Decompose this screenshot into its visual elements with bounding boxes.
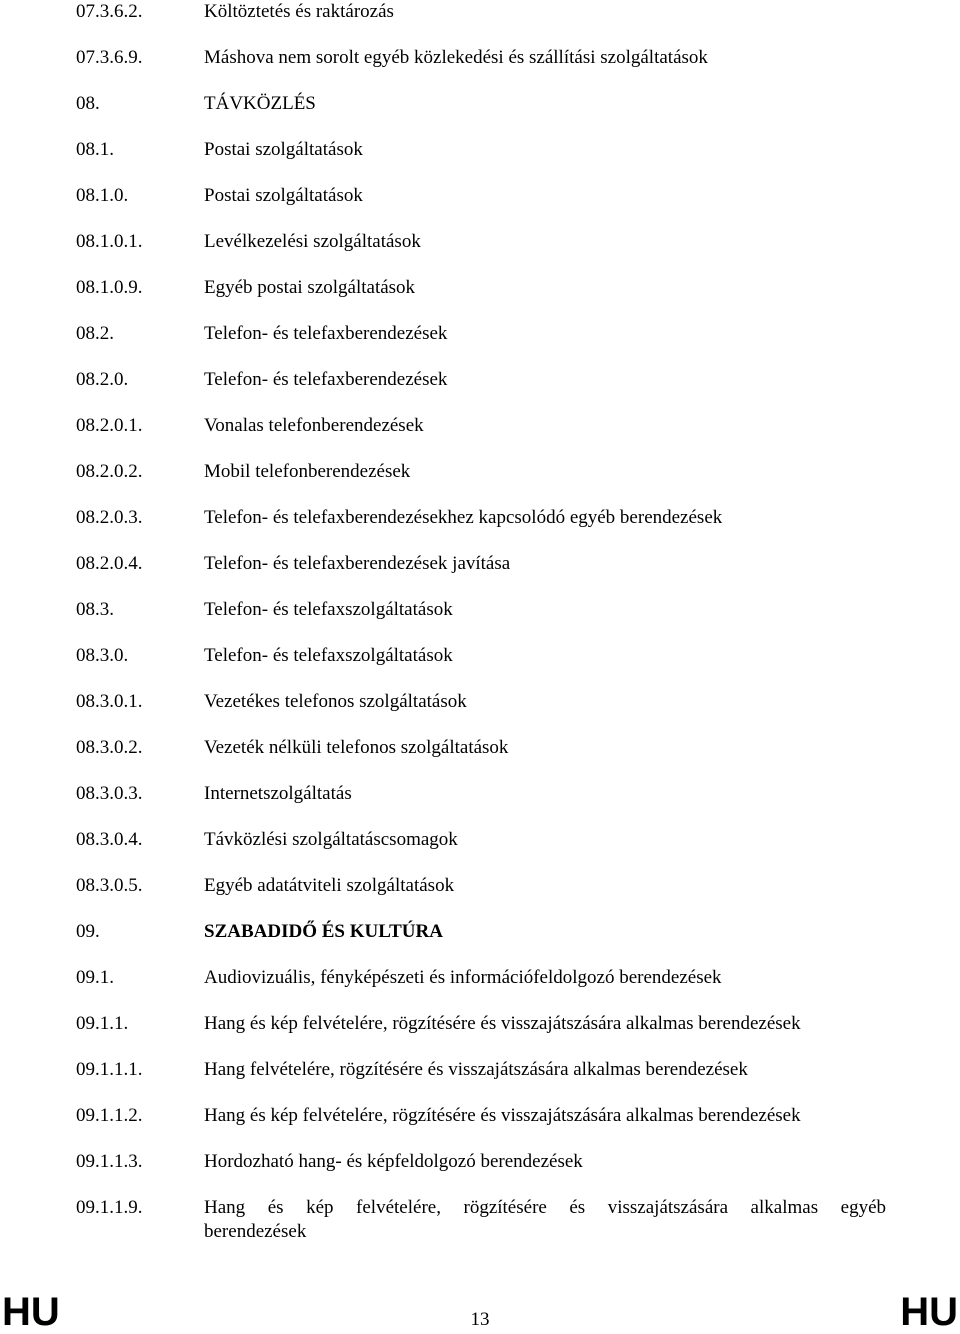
item-code: 09.1.1.1.	[76, 1059, 143, 1080]
footer-country-code-right: HU	[900, 1290, 958, 1334]
footer-country-code-left: HU	[2, 1290, 60, 1334]
item-description-line-2: berendezések	[204, 1221, 307, 1242]
item-code: 08.1.0.1.	[76, 231, 143, 252]
item-code: 08.3.0.	[76, 645, 129, 666]
item-code: 09.	[76, 921, 100, 942]
item-description: Költöztetés és raktározás	[204, 1, 394, 22]
item-code: 08.1.0.	[76, 185, 129, 206]
item-description: Postai szolgáltatások	[204, 185, 363, 206]
item-description: Hang és kép felvételére, rögzítésére és visszajátszására alkalmas berendezések	[204, 1105, 801, 1126]
item-code: 08.2.0.	[76, 369, 129, 390]
item-code: 08.2.0.4.	[76, 553, 143, 574]
item-code: 08.3.0.3.	[76, 783, 143, 804]
item-code: 09.1.1.2.	[76, 1105, 143, 1126]
item-description: SZABADIDŐ ÉS KULTÚRA	[204, 921, 443, 942]
item-description: Audiovizuális, fényképészeti és információfeldolgozó berendezések	[204, 967, 722, 988]
item-description: Vezetékes telefonos szolgáltatások	[204, 691, 467, 712]
item-code: 08.1.0.9.	[76, 277, 143, 298]
item-code: 07.3.6.2.	[76, 1, 143, 22]
item-description: Máshova nem sorolt egyéb közlekedési és szállítási szolgáltatások	[204, 47, 708, 68]
item-code: 09.1.1.3.	[76, 1151, 143, 1172]
item-description: Internetszolgáltatás	[204, 783, 352, 804]
item-code: 08.3.0.1.	[76, 691, 143, 712]
page-number: 13	[470, 1309, 490, 1330]
item-description: Vezeték nélküli telefonos szolgáltatások	[204, 737, 509, 758]
item-code: 08.2.0.2.	[76, 461, 143, 482]
item-code: 08.2.0.3.	[76, 507, 143, 528]
item-code: 08.3.0.4.	[76, 829, 143, 850]
item-description: Vonalas telefonberendezések	[204, 415, 424, 436]
item-description: Telefon- és telefaxszolgáltatások	[204, 599, 453, 620]
item-code: 08.3.0.5.	[76, 875, 143, 896]
item-code: 08.2.0.1.	[76, 415, 143, 436]
item-description: Postai szolgáltatások	[204, 139, 363, 160]
item-description: Hang felvételére, rögzítésére és visszajátszására alkalmas berendezések	[204, 1059, 748, 1080]
item-description: Telefon- és telefaxberendezések	[204, 369, 448, 390]
item-code: 09.1.	[76, 967, 114, 988]
item-code: 08.3.	[76, 599, 114, 620]
item-description: Telefon- és telefaxberendezések javítása	[204, 553, 511, 574]
item-description: Mobil telefonberendezések	[204, 461, 411, 482]
item-description: Távközlési szolgáltatáscsomagok	[204, 829, 458, 850]
item-description	[204, 1196, 886, 1244]
item-description: Egyéb postai szolgáltatások	[204, 277, 416, 298]
item-description: Telefon- és telefaxberendezések	[204, 323, 448, 344]
item-code: 07.3.6.9.	[76, 47, 143, 68]
item-description: Levélkezelési szolgáltatások	[204, 231, 421, 252]
item-description: TÁVKÖZLÉS	[204, 93, 316, 114]
item-code: 08.1.	[76, 139, 114, 160]
item-code: 08.2.	[76, 323, 114, 344]
item-description: Telefon- és telefaxszolgáltatások	[204, 645, 453, 666]
item-code: 09.1.1.	[76, 1013, 129, 1034]
item-description: Egyéb adatátviteli szolgáltatások	[204, 875, 455, 896]
item-description: Hang és kép felvételére, rögzítésére és visszajátszására alkalmas berendezések	[204, 1013, 801, 1034]
item-code: 08.	[76, 93, 100, 114]
item-description-line-1: Hang és kép felvételére, rögzítésére és visszajátszására alkalmas egyéb	[204, 1197, 886, 1218]
item-code: 09.1.1.9.	[76, 1197, 143, 1218]
item-description: Hordozható hang- és képfeldolgozó berendezések	[204, 1151, 583, 1172]
item-description: Telefon- és telefaxberendezésekhez kapcsolódó egyéb berendezések	[204, 507, 723, 528]
item-code: 08.3.0.2.	[76, 737, 143, 758]
